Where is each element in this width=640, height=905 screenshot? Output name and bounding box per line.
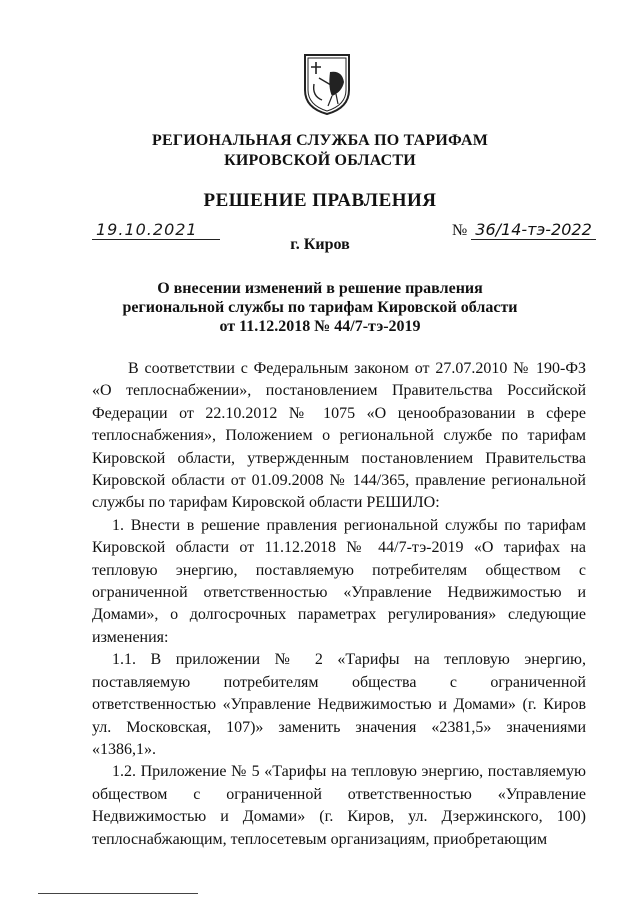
document-type-title: РЕШЕНИЕ ПРАВЛЕНИЯ: [203, 190, 437, 211]
organization-name-line2: КИРОВСКОЙ ОБЛАСТИ: [224, 152, 416, 169]
coat-of-arms-icon: [302, 52, 352, 116]
decision-date: 19.10.2021: [92, 220, 220, 240]
number-sign: №: [452, 222, 468, 239]
subject-line2: региональной службы по тарифам Кировской области: [122, 299, 518, 316]
item-1-1-paragraph: 1.1. В приложении № 2 «Тарифы на тепловую энергию, поставляемую потребителям общества с ограниченной ответственностью «Управление Недвижимостью и Домами» (г. Киров ул. Московская, 107)» заменить значения «2381,5» значениями «1386,1».: [92, 651, 586, 758]
decision-number-value: 36/14-тэ-2022: [471, 220, 595, 240]
organization-name-line1: РЕГИОНАЛЬНАЯ СЛУЖБА ПО ТАРИФАМ: [151, 132, 489, 149]
item-1-paragraph: 1. Внести в решение правления региональной службы по тарифам Кировской области от 11.12.2018 № 44/7-тэ-2019 «О тарифах на тепловую энергию, поставляемую потребителям обществом с ограниченной ответственностью «Управление Недвижимостью и Домами», о долгосрочных параметрах регулирования» следующие изменения:: [92, 516, 586, 646]
document-body: [92, 358, 586, 851]
footer-divider: [38, 893, 198, 894]
subject-line3: от 11.12.2018 № 44/7-тэ-2019: [219, 318, 421, 335]
city-name: г. Киров: [290, 236, 350, 253]
item-1-2-paragraph: 1.2. Приложение № 5 «Тарифы на тепловую энергию, поставляемую обществом с ограниченной ответственностью «Управление Недвижимостью и Домами» (г. Киров, ул. Дзержинского, 100) теплоснабжающим, теплосетевым организациям, приобретающим: [92, 763, 586, 848]
subject-line1: О внесении изменений в решение правления: [157, 280, 483, 297]
preamble-paragraph: В соответствии с Федеральным законом от 27.07.2010 № 190-ФЗ «О теплоснабжении», постановлением Правительства Российской Федерации от 22.10.2012 № 1075 «О ценообразовании в сфере теплоснабжения», Положением о региональной службе по тарифам Кировской области, утвержденным постановлением Правительства Кировской области от 01.09.2008 № 144/365, правление региональной службы по тарифам Кировской области РЕШИЛО:: [92, 360, 586, 512]
